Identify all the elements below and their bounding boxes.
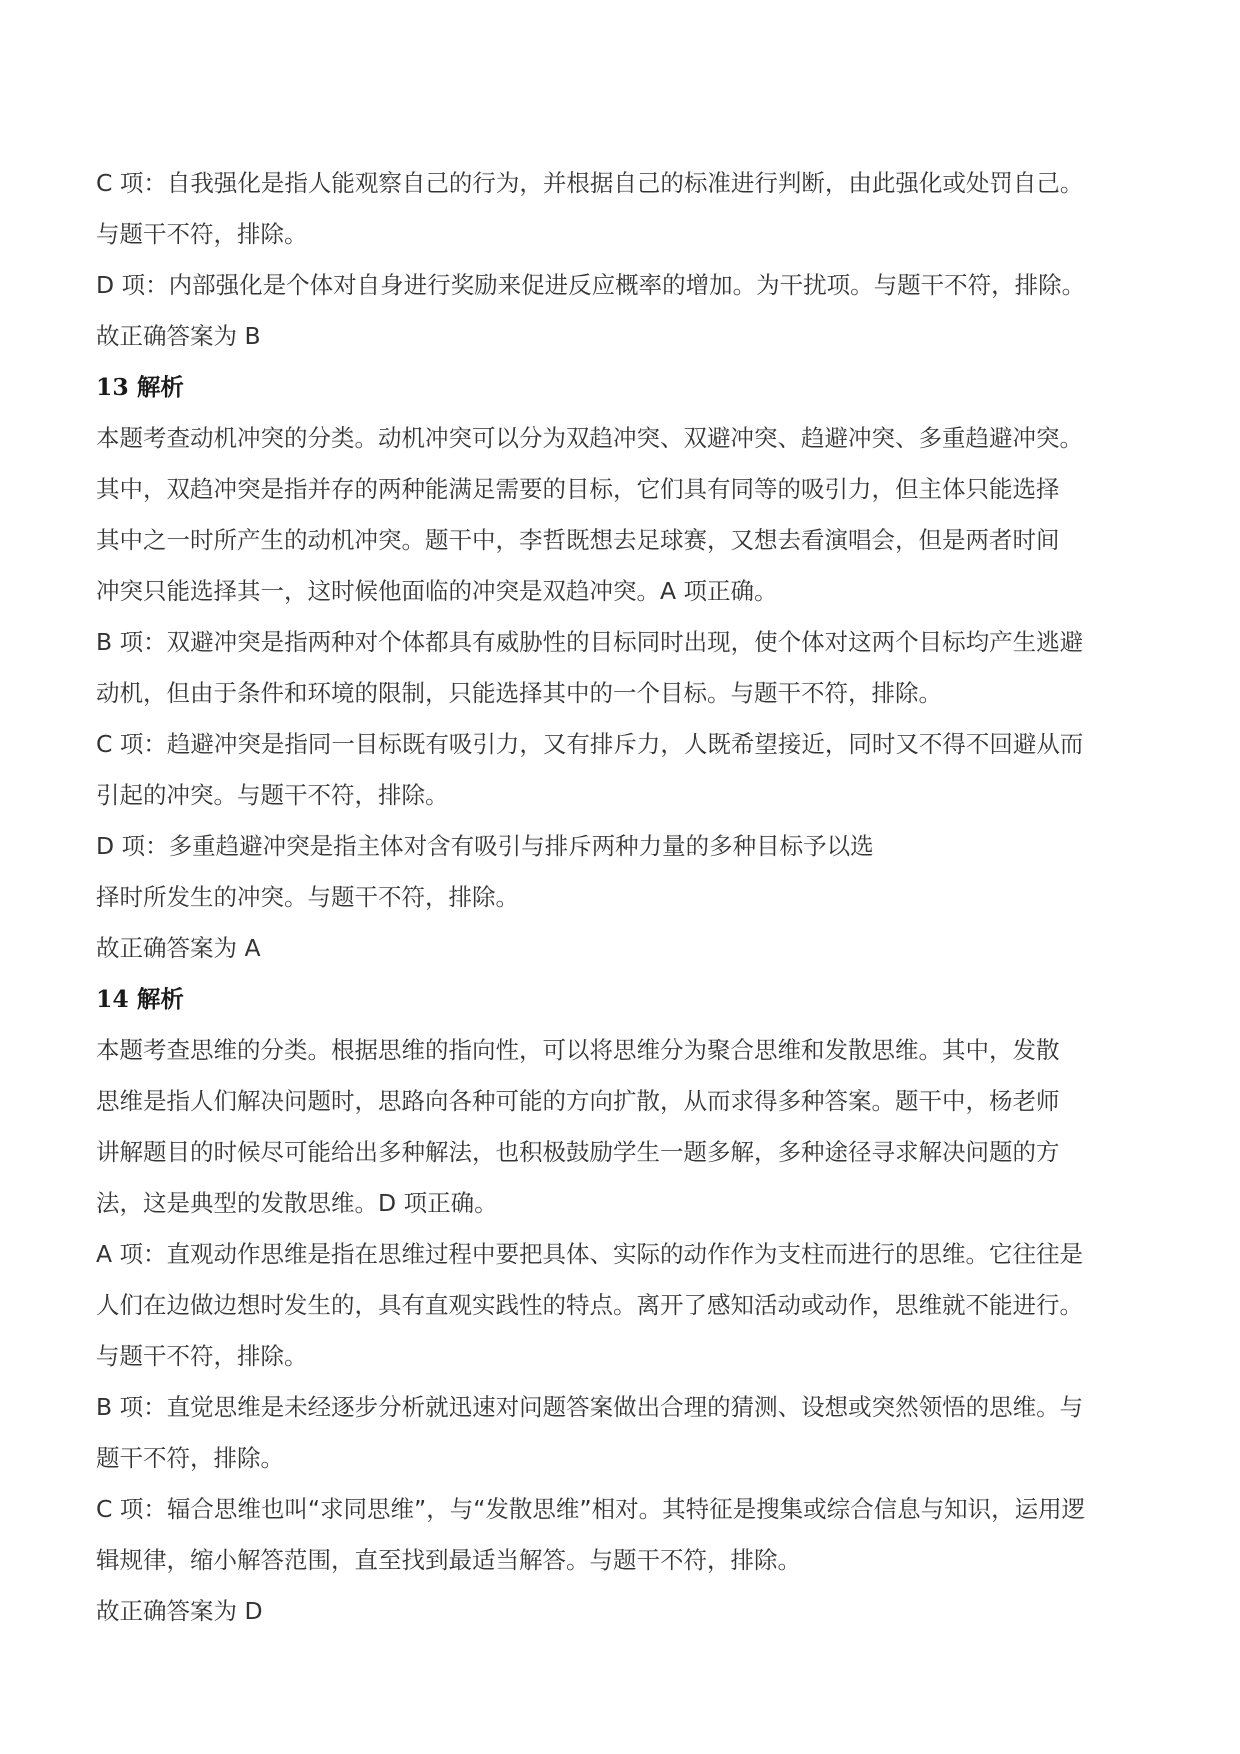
paragraph-line: 本题考查思维的分类。根据思维的指向性，可以将思维分为聚合思维和发散思维。其中，发散 [96,1036,1060,1064]
answer-line: 故正确答案为 A [96,934,261,962]
paragraph-line: 与题干不符，排除。 [96,220,308,248]
paragraph-line: D 项：内部强化是个体对自身进行奖励来促进反应概率的增加。为干扰项。与题干不符，排除。 [96,271,1086,299]
paragraph-line: 引起的冲突。与题干不符，排除。 [96,781,449,809]
section-heading: 14 解析 [96,985,184,1013]
paragraph-line: B 项：双避冲突是指两种对个体都具有威胁性的目标同时出现，使个体对这两个目标均产生逃避 [96,628,1084,656]
paragraph-line: 与题干不符，排除。 [96,1342,308,1370]
paragraph-line: 动机，但由于条件和环境的限制，只能选择其中的一个目标。与题干不符，排除。 [96,679,942,707]
paragraph-line: 法，这是典型的发散思维。D 项正确。 [96,1189,498,1217]
paragraph-line: 讲解题目的时候尽可能给出多种解法，也积极鼓励学生一题多解，多种途径寻求解决问题的方 [96,1138,1060,1166]
paragraph-line: 本题考查动机冲突的分类。动机冲突可以分为双趋冲突、双避冲突、趋避冲突、多重趋避冲突。 [96,424,1083,452]
paragraph-line: B 项：直觉思维是未经逐步分析就迅速对问题答案做出合理的猜测、设想或突然领悟的思维。与 [96,1393,1084,1421]
paragraph-line: C 项：辐合思维也叫“求同思维”，与“发散思维”相对。其特征是搜集或综合信息与知识，运用逻 [96,1495,1086,1523]
paragraph-line: 人们在边做边想时发生的，具有直观实践性的特点。离开了感知活动或动作，思维就不能进行。 [96,1291,1083,1319]
document-body [96,158,1156,1637]
paragraph-line: A 项：直观动作思维是指在思维过程中要把具体、实际的动作作为支柱而进行的思维。它往往是 [96,1240,1084,1268]
answer-line: 故正确答案为 B [96,322,261,350]
section-heading: 13 解析 [96,373,184,401]
paragraph-line: D 项：多重趋避冲突是指主体对含有吸引与排斥两种力量的多种目标予以选 [96,832,874,860]
paragraph-line: 其中，双趋冲突是指并存的两种能满足需要的目标，它们具有同等的吸引力，但主体只能选择 [96,475,1060,503]
paragraph-line: C 项：趋避冲突是指同一目标既有吸引力，又有排斥力，人既希望接近，同时又不得不回避从而 [96,730,1084,758]
answer-line: 故正确答案为 D [96,1597,263,1625]
paragraph-line: 择时所发生的冲突。与题干不符，排除。 [96,883,519,911]
paragraph-line: C 项：自我强化是指人能观察自己的行为，并根据自己的标准进行判断，由此强化或处罚自己。 [96,169,1084,197]
paragraph-line: 题干不符，排除。 [96,1444,284,1472]
paragraph-line: 思维是指人们解决问题时，思路向各种可能的方向扩散，从而求得多种答案。题干中，杨老师 [96,1087,1060,1115]
paragraph-line: 其中之一时所产生的动机冲突。题干中，李哲既想去足球赛，又想去看演唱会，但是两者时间 [96,526,1060,554]
paragraph-line: 辑规律，缩小解答范围，直至找到最适当解答。与题干不符，排除。 [96,1546,801,1574]
paragraph-line: 冲突只能选择其一，这时候他面临的冲突是双趋冲突。A 项正确。 [96,577,778,605]
